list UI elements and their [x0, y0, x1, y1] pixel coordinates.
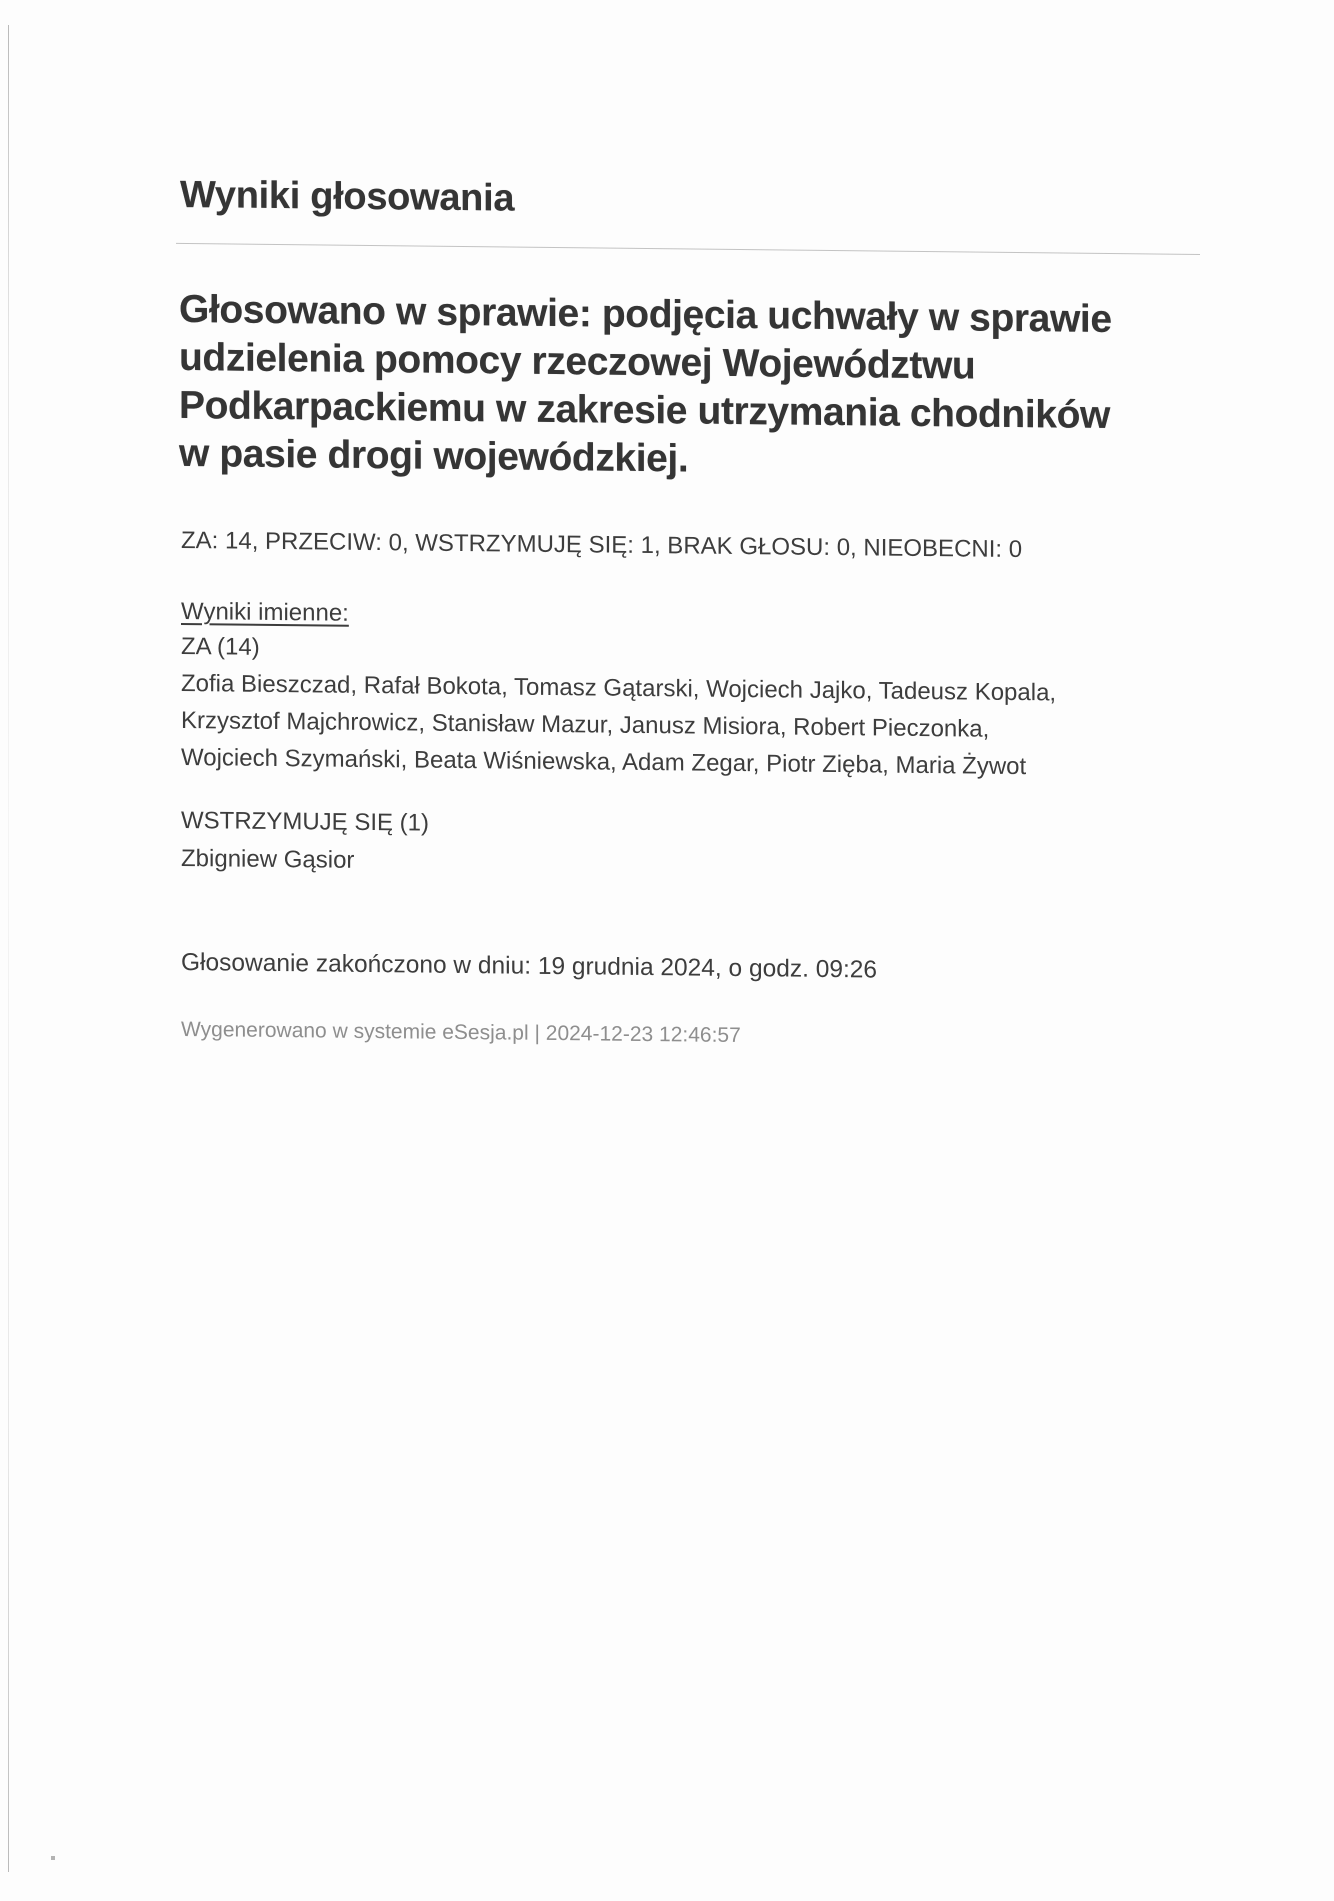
names-line: Zofia Bieszczad, Rafał Bokota, Tomasz Gątarski, Wojciech Jajko, Tadeusz Kopala,: [181, 669, 1057, 707]
subject-line: udzielenia pomocy rzeczowej Województwu: [179, 335, 976, 388]
vote-group-label-abstain: WSTRZYMUJĘ SIĘ (1): [181, 806, 430, 837]
vote-subject-heading: [179, 286, 1112, 488]
subject-line: w pasie drogi wojewódzkiej.: [179, 431, 689, 481]
voting-closed-line: Głosowanie zakończono w dniu: 19 grudnia 2024, o godz. 09:26: [181, 948, 878, 984]
vote-summary-line: ZA: 14, PRZECIW: 0, WSTRZYMUJĘ SIĘ: 1, BRAK GŁOSU: 0, NIEOBECNI: 0: [181, 526, 1023, 564]
generated-footer-line: Wygenerowano w systemie eSesja.pl | 2024-12-23 12:46:57: [181, 1017, 741, 1048]
scan-speck-artifact: [51, 1856, 55, 1860]
title-divider-rule: [176, 243, 1200, 255]
names-line: Zbigniew Gąsior: [181, 844, 355, 874]
names-line: Wojciech Szymański, Beata Wiśniewska, Adam Zegar, Piotr Zięba, Maria Żywot: [181, 743, 1027, 781]
vote-group-names-za: [181, 665, 1056, 785]
vote-group-names-abstain: [181, 840, 354, 879]
vote-group-label-za: ZA (14): [181, 632, 260, 661]
subject-line: Głosowano w sprawie: podjęcia uchwały w sprawie: [179, 287, 1112, 342]
named-results-heading: Wyniki imienne:: [181, 597, 349, 627]
document-title: Wyniki głosowania: [180, 173, 515, 220]
names-line: Krzysztof Majchrowicz, Stanisław Mazur, Janusz Misiora, Robert Pieczonka,: [181, 706, 990, 743]
subject-line: Podkarpackiemu w zakresie utrzymania chodników: [179, 383, 1110, 438]
